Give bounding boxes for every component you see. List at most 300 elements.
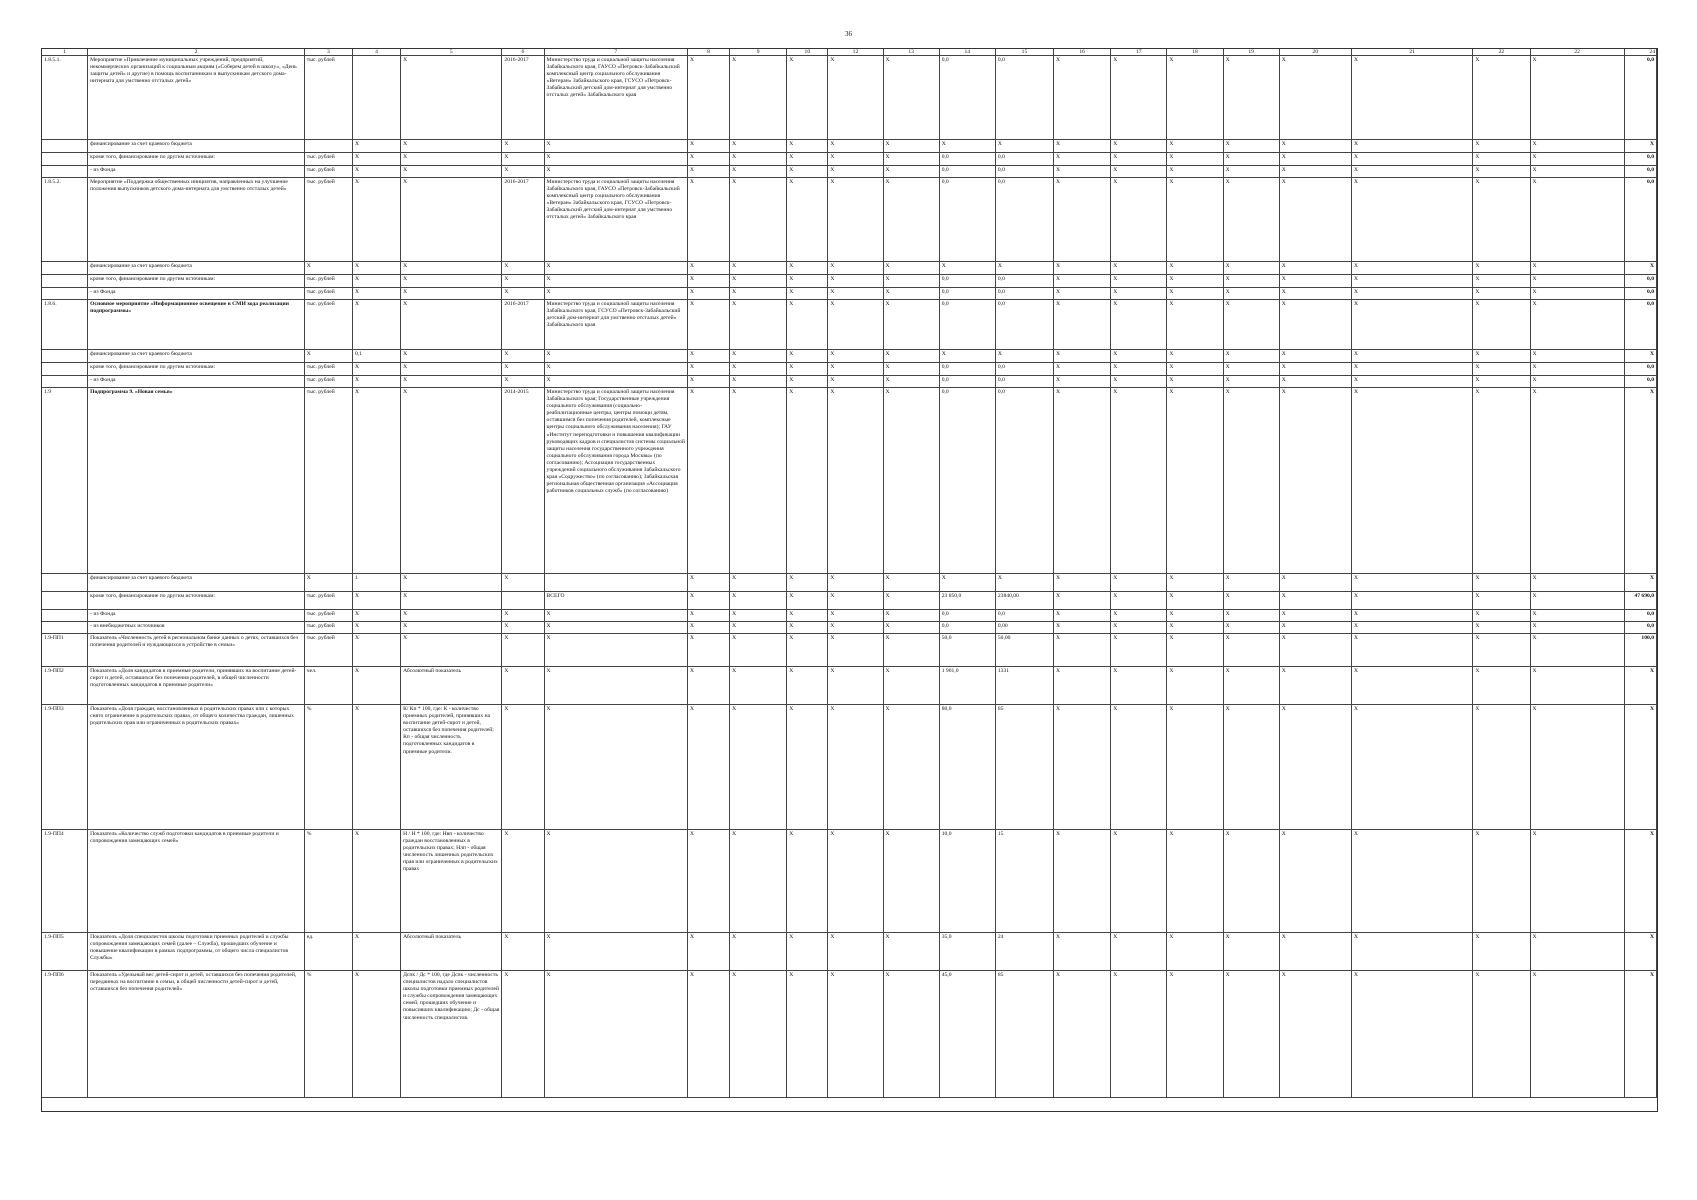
table-cell: Х	[352, 667, 400, 705]
program-table	[41, 48, 1657, 1098]
table-cell: Х	[1111, 667, 1167, 705]
table-cell: Х	[502, 363, 544, 376]
table-cell: Х	[1473, 288, 1530, 300]
table-row	[42, 140, 1657, 153]
table-cell: Х	[828, 140, 883, 153]
table-cell: Х	[502, 153, 544, 166]
table-row	[42, 300, 1657, 350]
table-cell: тыс. рублей	[304, 388, 352, 574]
table-cell: Х	[1473, 622, 1530, 634]
table-cell: 0,0	[995, 178, 1053, 262]
table-cell: Х	[1624, 830, 1656, 933]
table-cell: Х	[1473, 574, 1530, 592]
table-cell: Х	[352, 933, 400, 971]
table-cell: Х	[544, 350, 687, 363]
table-row	[42, 153, 1657, 166]
table-cell: - из Фонда	[88, 610, 305, 622]
header-cell: 6	[502, 49, 544, 56]
table-cell: 0,0	[939, 56, 995, 140]
table-cell: Х	[687, 275, 729, 288]
table-cell: Х	[1351, 574, 1472, 592]
table-cell: Х	[502, 350, 544, 363]
header-cell: 21	[1351, 49, 1472, 56]
table-cell: 0,0	[1624, 56, 1656, 140]
table-cell: 0,0	[995, 275, 1053, 288]
table-cell: Х	[1530, 634, 1624, 667]
table-cell: Х	[787, 350, 828, 363]
table-cell: тыс. рублей	[304, 622, 352, 634]
table-cell: 0,0	[1624, 275, 1656, 288]
table-cell: Х	[502, 140, 544, 153]
table-cell: тыс. рублей	[304, 300, 352, 350]
table-cell: Х	[687, 56, 729, 140]
table-row	[42, 166, 1657, 178]
table-cell: Х	[1279, 933, 1351, 971]
table-cell: Х	[687, 153, 729, 166]
table-cell: Х	[730, 971, 787, 1098]
table-cell: Х	[1167, 178, 1223, 262]
table-cell: тыс. рублей	[304, 166, 352, 178]
table-cell: Х	[352, 275, 400, 288]
table-cell	[42, 140, 88, 153]
table-cell: Х	[828, 574, 883, 592]
table-cell: Х	[502, 610, 544, 622]
table-cell: Министерство труда и социальной защиты населения Забайкальского края, ГАУСО «Петровск-Забайкальский комплексный центр социального обслуживания «Ветеран» Забайкальского края, ГСУСО «Петровск-Забайкальский детский дом-интернат для умственно отсталых детей» Забайкальского края	[544, 56, 687, 140]
table-cell: Х	[730, 363, 787, 376]
table-cell: Х	[401, 178, 502, 262]
table-cell: Х	[1223, 933, 1279, 971]
table-cell: Х	[1624, 705, 1656, 830]
table-cell: Х	[1624, 933, 1656, 971]
table-cell: Х	[1223, 288, 1279, 300]
table-cell: Х	[502, 376, 544, 388]
table-cell: %	[304, 830, 352, 933]
table-cell: Х	[730, 56, 787, 140]
table-row	[42, 363, 1657, 376]
table-cell: Х	[787, 166, 828, 178]
table-cell: Х	[1530, 622, 1624, 634]
table-cell: Х	[883, 56, 939, 140]
table-cell: 1.9-ПП1	[42, 634, 88, 667]
table-cell: 0,0	[995, 56, 1053, 140]
table-cell: Х	[502, 166, 544, 178]
table-cell: Х	[687, 592, 729, 610]
table-cell: тыс. рублей	[304, 56, 352, 140]
table-row	[42, 376, 1657, 388]
table-cell: Х	[883, 166, 939, 178]
table-cell: Х	[828, 622, 883, 634]
table-cell: Х	[1351, 56, 1472, 140]
table-cell: Х	[401, 574, 502, 592]
table-cell: Х	[995, 262, 1053, 275]
table-cell: Х	[787, 971, 828, 1098]
table-cell: Х	[883, 574, 939, 592]
table-cell: Х	[1530, 376, 1624, 388]
table-cell: 85	[995, 971, 1053, 1098]
table-cell: Х	[502, 262, 544, 275]
table-cell: Х	[730, 275, 787, 288]
table-cell: Х	[730, 592, 787, 610]
table-cell: Х	[883, 705, 939, 830]
table-cell: Х	[1624, 971, 1656, 1098]
table-cell: Х	[939, 574, 995, 592]
table-cell: Х	[883, 376, 939, 388]
table-cell: Х	[828, 56, 883, 140]
table-cell: Х	[1530, 705, 1624, 830]
table-cell: Х	[1351, 592, 1472, 610]
table-cell	[42, 363, 88, 376]
table-cell: Х	[687, 610, 729, 622]
table-cell: Основное мероприятие «Информационное освещение в СМИ хода реализации подпрограммы»	[88, 300, 305, 350]
table-cell: 0,0	[995, 300, 1053, 350]
table-cell: Х	[352, 388, 400, 574]
table-cell: Х	[304, 350, 352, 363]
table-cell: 2014-2015	[502, 388, 544, 574]
table-cell: Х	[730, 376, 787, 388]
table-cell: Х	[883, 178, 939, 262]
header-cell: 16	[1054, 49, 1111, 56]
table-cell: Х	[1111, 166, 1167, 178]
table-cell: чел.	[304, 667, 352, 705]
table-cell: Х	[1473, 610, 1530, 622]
table-cell: Х	[787, 56, 828, 140]
table-cell: Х	[1624, 140, 1656, 153]
table-cell: Х	[1351, 275, 1472, 288]
table-cell: Х	[544, 140, 687, 153]
table-cell: Х	[1530, 610, 1624, 622]
table-cell: Х	[1223, 388, 1279, 574]
table-cell: Х	[401, 153, 502, 166]
table-cell: Х	[883, 350, 939, 363]
table-cell: 2016-2017	[502, 300, 544, 350]
table-cell: Х	[1279, 56, 1351, 140]
table-cell: кроме того, финансирование по другим источникам:	[88, 275, 305, 288]
table-cell: Х	[401, 350, 502, 363]
table-cell: Х	[883, 288, 939, 300]
table-row	[42, 288, 1657, 300]
table-cell	[42, 574, 88, 592]
table-cell: Х	[687, 667, 729, 705]
table-cell: Х	[1473, 667, 1530, 705]
table-cell: Х	[401, 388, 502, 574]
table-cell: Показатель «Численность детей в региональном банке данных о детях, оставшихся без попечения родителей и нуждающихся в устройстве в семьи»	[88, 634, 305, 667]
table-cell: Х	[787, 363, 828, 376]
table-cell: Х	[1054, 610, 1111, 622]
table-cell: 0,0	[995, 153, 1053, 166]
header-cell: 15	[995, 49, 1053, 56]
table-cell: Х	[730, 830, 787, 933]
header-cell: 5	[401, 49, 502, 56]
table-cell: Х	[1530, 363, 1624, 376]
table-cell: Х	[939, 140, 995, 153]
table-cell: кроме того, финансирование по другим источникам:	[88, 153, 305, 166]
table-cell: Мероприятие «Привлечение муниципальных учреждений, предприятий, некоммерческих организаций к социальным акциям («Соберем детей в школу», «День защиты детей» и другие) в помощь воспитанникам и выпускникам детского дома-интерната для умственно отсталых детей»	[88, 56, 305, 140]
table-row	[42, 622, 1657, 634]
table-cell: Х	[1473, 971, 1530, 1098]
table-cell: 0,0	[939, 610, 995, 622]
table-cell: 0,0	[939, 363, 995, 376]
table-cell: Х	[787, 705, 828, 830]
table-cell: Х	[1167, 592, 1223, 610]
table-cell: Х	[687, 140, 729, 153]
table-cell: Х	[544, 971, 687, 1098]
table-cell: Х	[1054, 667, 1111, 705]
table-cell: Х	[730, 622, 787, 634]
table-cell: 0,0	[1624, 300, 1656, 350]
table-cell: финансирование за счет краевого бюджета	[88, 262, 305, 275]
table-cell	[42, 622, 88, 634]
table-cell: 0,1	[352, 350, 400, 363]
table-cell: Х	[730, 610, 787, 622]
table-cell: 1.9-ПП3	[42, 705, 88, 830]
table-cell: Х	[1054, 166, 1111, 178]
table-cell: 0,0	[995, 376, 1053, 388]
table-cell: Н / Н * 100, где: Нвп - количество граждан восстановленных в родительских правах; Нлп - общая численность лишенных родительских прав или ограниченных в родительских правах	[401, 830, 502, 933]
table-cell: Абсолютный показатель	[401, 667, 502, 705]
table-cell	[42, 592, 88, 610]
table-cell: Х	[1530, 56, 1624, 140]
table-cell: 0,00	[995, 622, 1053, 634]
table-cell: тыс. рублей	[304, 288, 352, 300]
table-cell: Х	[401, 56, 502, 140]
table-row	[42, 178, 1657, 262]
table-cell: Х	[1530, 388, 1624, 574]
table-cell: Х	[883, 275, 939, 288]
table-cell: Х	[1279, 592, 1351, 610]
table-cell: Х	[1223, 971, 1279, 1098]
table-cell: Х	[828, 178, 883, 262]
table-cell: Х	[1111, 275, 1167, 288]
table-cell: Х	[1054, 363, 1111, 376]
table-cell: Х	[1167, 971, 1223, 1098]
table-cell: Х	[304, 262, 352, 275]
table-cell: 50,00	[995, 634, 1053, 667]
table-cell: Х	[730, 933, 787, 971]
table-cell: Х	[939, 350, 995, 363]
table-cell: Х	[352, 178, 400, 262]
table-cell: 0,0	[995, 610, 1053, 622]
table-cell: Х	[787, 376, 828, 388]
table-cell: Х	[1473, 376, 1530, 388]
table-cell: Х	[883, 363, 939, 376]
table-cell: Х	[883, 933, 939, 971]
table-cell: Х	[544, 933, 687, 971]
table-cell: Х	[502, 971, 544, 1098]
table-cell: Х	[1167, 56, 1223, 140]
table-cell: Х	[1351, 634, 1472, 667]
table-cell: Х	[1473, 363, 1530, 376]
table-row	[42, 592, 1657, 610]
table-cell: Х	[787, 634, 828, 667]
table-cell: Х	[1624, 350, 1656, 363]
table-cell: Х	[352, 288, 400, 300]
table-cell: Х	[1473, 705, 1530, 830]
table-cell: Х	[1223, 262, 1279, 275]
table-cell: Х	[1167, 288, 1223, 300]
table-cell: 1.9-ПП2	[42, 667, 88, 705]
table-cell: Х	[1530, 153, 1624, 166]
table-cell: Х	[687, 830, 729, 933]
table-cell: 85	[995, 705, 1053, 830]
table-cell	[42, 262, 88, 275]
table-cell: 23 850,0	[939, 592, 995, 610]
table-cell: Х	[828, 300, 883, 350]
table-cell	[42, 376, 88, 388]
table-cell: Х	[1473, 933, 1530, 971]
table-cell: Х	[730, 178, 787, 262]
table-cell: 0,0	[1624, 376, 1656, 388]
header-cell: 1	[42, 49, 88, 56]
table-cell: Х	[1351, 140, 1472, 153]
table-cell: Х	[1530, 830, 1624, 933]
table-cell: Х	[1167, 667, 1223, 705]
table-cell: Х	[787, 574, 828, 592]
table-cell: Х	[544, 634, 687, 667]
table-cell: Показатель «Количество служб подготовки кандидатов в приемные родители и сопровождения замещающих семей»	[88, 830, 305, 933]
table-cell: Х	[687, 705, 729, 830]
table-cell: Х	[1167, 610, 1223, 622]
table-cell: Х	[1167, 275, 1223, 288]
table-cell: Х	[1111, 830, 1167, 933]
table-cell	[42, 153, 88, 166]
table-cell: Х	[1167, 350, 1223, 363]
table-cell: Х	[787, 153, 828, 166]
table-row	[42, 574, 1657, 592]
table-cell: Х	[828, 933, 883, 971]
header-cell: 10	[787, 49, 828, 56]
table-cell: Х	[1473, 830, 1530, 933]
table-cell: Х	[1279, 166, 1351, 178]
table-cell: Х	[730, 153, 787, 166]
table-cell: Х	[828, 388, 883, 574]
table-cell: Х	[544, 622, 687, 634]
table-cell: Х	[787, 933, 828, 971]
table-cell: Х	[1054, 634, 1111, 667]
table-cell: Х	[883, 610, 939, 622]
table-cell: Х	[1473, 275, 1530, 288]
table-cell: Х	[1167, 262, 1223, 275]
table-cell: Х	[1351, 300, 1472, 350]
table-cell: Х	[352, 592, 400, 610]
header-cell: 2	[88, 49, 305, 56]
table-cell: Х	[401, 376, 502, 388]
table-cell: Х	[1223, 300, 1279, 350]
table-cell: Х	[1351, 667, 1472, 705]
table-cell: Х	[828, 288, 883, 300]
table-cell: Х	[687, 376, 729, 388]
table-cell: Х	[1223, 275, 1279, 288]
table-cell	[42, 350, 88, 363]
table-cell: Х	[787, 288, 828, 300]
table-cell: Х	[401, 634, 502, 667]
table-cell: Х	[883, 667, 939, 705]
table-cell: Х	[1054, 350, 1111, 363]
table-cell: Х	[352, 300, 400, 350]
table-cell: Х	[1473, 262, 1530, 275]
table-cell: 2016-2017	[502, 178, 544, 262]
table-cell: Х	[1279, 140, 1351, 153]
table-cell: Х	[544, 705, 687, 830]
table-cell: Х	[1167, 166, 1223, 178]
table-cell: Х	[352, 830, 400, 933]
table-cell: Х	[1223, 634, 1279, 667]
table-cell: Х	[1054, 830, 1111, 933]
table-row	[42, 634, 1657, 667]
table-cell	[304, 140, 352, 153]
table-cell: %	[304, 971, 352, 1098]
table-cell: Х	[1279, 574, 1351, 592]
table-cell: Х	[787, 592, 828, 610]
table-cell: Х	[1530, 288, 1624, 300]
table-cell: Х	[544, 153, 687, 166]
table-cell: Министерство труда и социальной защиты населения Забайкальского края; Государственные учреждения социального обслуживания (социально-реабилитационные центры, центры помощи детям, оставшимся без попечения родителей, комплексные центры социального обслуживания населения); ГАУ «Институт переподготовки и повышения квалификации руководящих кадров и специалистов системы социальной защиты населения государственного учреждения социального обслуживания города Москвы» (по согласованию); Ассоциация государственных учреждений социального обслуживания Забайкальского края «Содружество» (по согласованию); Забайкальская региональная общественная организация «Ассоциация работников социальных служб» (по согласованию)	[544, 388, 687, 574]
table-cell: Х	[687, 288, 729, 300]
table-cell: Дспк / Дс * 100, где Дспк - численность специалистов надало специалистов школы подготовки приемных родителей и службы сопровождения замещающих семей, прошедших обучение и повысивших квалификацию; Дс - общая численность специалистов.	[401, 971, 502, 1098]
table-cell: Х	[730, 388, 787, 574]
table-cell: Х	[730, 705, 787, 830]
table-cell: Х	[883, 971, 939, 1098]
table-cell: Х	[1167, 634, 1223, 667]
table-cell	[544, 574, 687, 592]
table-cell: Х	[995, 350, 1053, 363]
table-cell: Х	[1054, 574, 1111, 592]
table-cell: Х	[1111, 634, 1167, 667]
table-cell: Х	[1624, 574, 1656, 592]
table-cell: 10,0	[939, 830, 995, 933]
table-cell: Х	[544, 275, 687, 288]
table-cell: 0,0	[1624, 288, 1656, 300]
table-cell: Х	[1351, 388, 1472, 574]
table-cell: тыс. рублей	[304, 363, 352, 376]
table-cell: Х	[1473, 634, 1530, 667]
table-cell: Х	[1111, 705, 1167, 830]
header-cell: 20	[1279, 49, 1351, 56]
table-cell: Х	[1223, 153, 1279, 166]
table-cell: Х	[787, 275, 828, 288]
table-cell: Х	[401, 288, 502, 300]
table-cell: 1	[352, 574, 400, 592]
table-cell: Х	[1530, 166, 1624, 178]
table-cell: Х	[1530, 350, 1624, 363]
table-cell: Х	[1167, 153, 1223, 166]
table-cell: Х	[883, 262, 939, 275]
table-cell: Х	[1351, 622, 1472, 634]
table-cell: Х	[1111, 350, 1167, 363]
header-cell: 13	[883, 49, 939, 56]
table-cell: Х	[828, 350, 883, 363]
table-cell: Х	[883, 830, 939, 933]
table-cell: Х	[352, 262, 400, 275]
table-cell: Х	[883, 622, 939, 634]
table-cell: Х	[730, 350, 787, 363]
table-cell: Х	[1279, 178, 1351, 262]
table-cell: Х	[730, 288, 787, 300]
table-cell: Х	[1530, 933, 1624, 971]
table-cell: Х	[1111, 592, 1167, 610]
table-cell: 1.9-ПП6	[42, 971, 88, 1098]
table-cell: 15	[995, 830, 1053, 933]
table-cell: Х	[1351, 363, 1472, 376]
table-cell: Министерство труда и социальной защиты населения Забайкальского края, ГАУСО «Петровск-Забайкальский комплексный центр социального обслуживания «Ветеран» Забайкальского края, ГСУСО «Петровск-Забайкальский детский дом-интернат для умственно отсталых детей» Забайкальского края	[544, 178, 687, 262]
table-cell: Х	[1279, 350, 1351, 363]
table-cell: Х	[687, 622, 729, 634]
table-cell: Х	[828, 971, 883, 1098]
table-cell: Х	[1223, 350, 1279, 363]
table-cell: Х	[1054, 288, 1111, 300]
table-cell: 0,0	[939, 300, 995, 350]
table-cell: финансирование за счет краевого бюджета	[88, 574, 305, 592]
header-cell: 4	[352, 49, 400, 56]
